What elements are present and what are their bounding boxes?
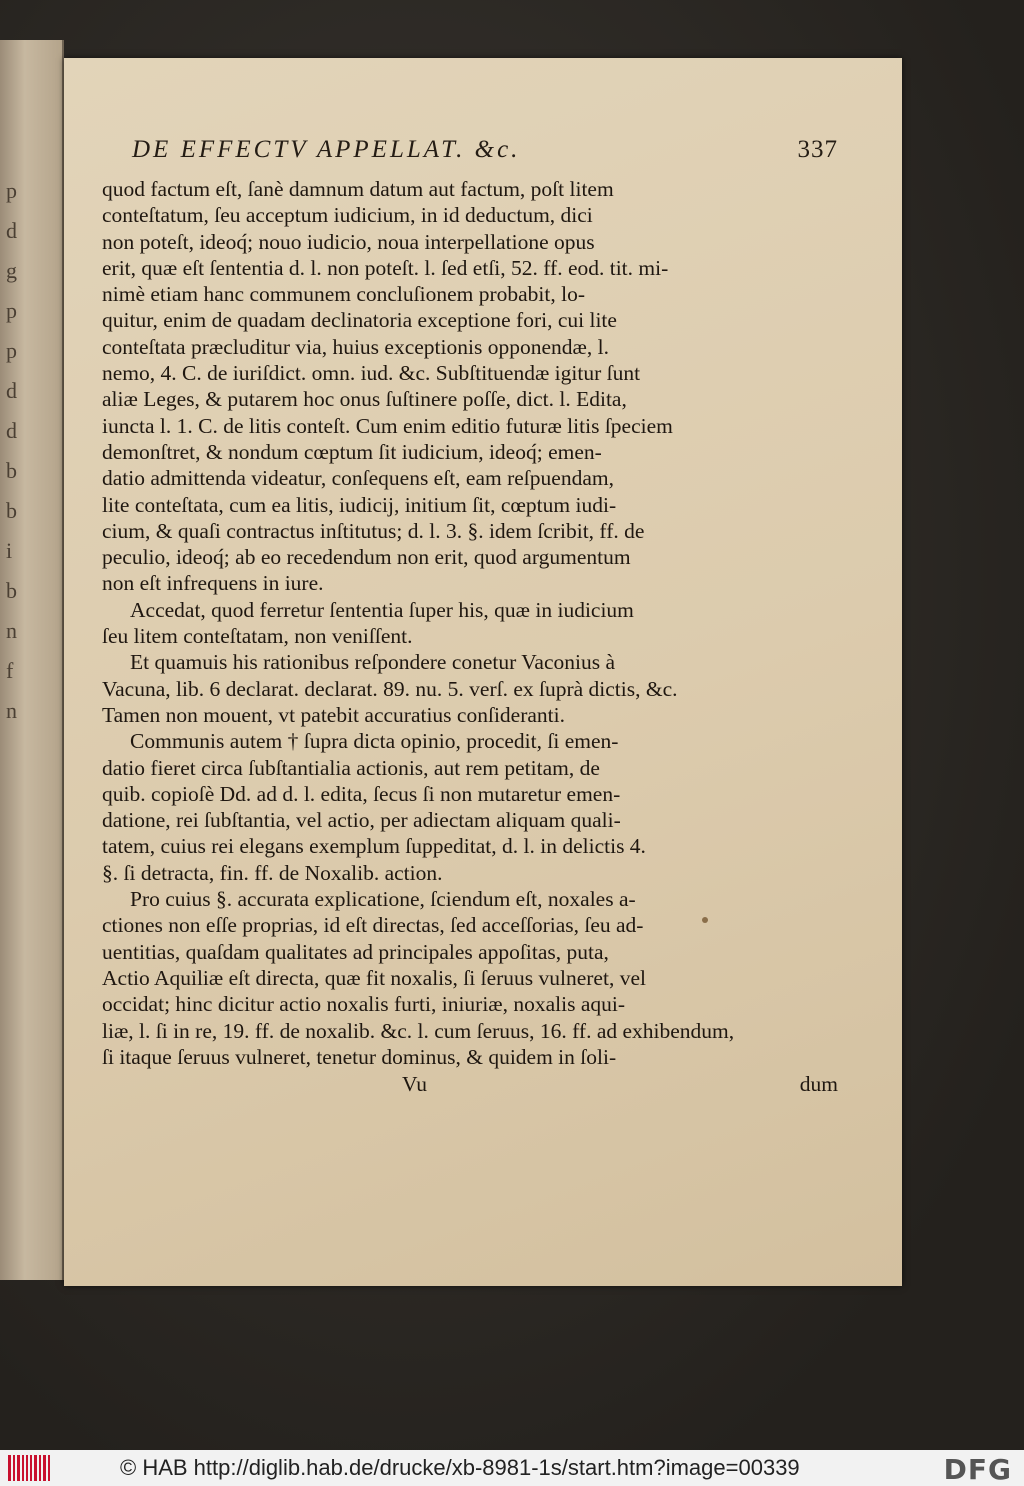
viewer-footer-bar [0,1450,1024,1486]
previous-page-edge [0,40,64,1280]
text-line: ctiones non eſſe proprias, id eſt directas, ſed acceſſorias, ſeu ad- [102,913,644,938]
text-line: Actio Aquiliæ eſt directa, quæ fit noxalis, ſi ſeruus vulneret, vel [102,965,646,990]
text-line: conteſtatum, ſeu acceptum iudicium, in id deductum, dici [102,203,593,228]
text-line: Communis autem † ſupra dicta opinio, procedit, ſi emen- [130,729,619,754]
barcode-icon [8,1455,50,1481]
source-url[interactable]: © HAB http://diglib.hab.de/drucke/xb-8981-1s/start.htm?image=00339 [120,1455,800,1480]
previous-page-letter: d [6,378,17,403]
previous-page-letter: b [6,578,17,603]
text-line: Vacuna, lib. 6 declarat. declarat. 89. nu. 5. verſ. ex ſuprà dictis, &c. [102,676,678,701]
previous-page-letter: p [6,178,17,203]
text-line: demonſtret, & nondum cœptum ſit iudicium, ideoq́; emen- [102,439,602,464]
running-header [102,136,842,176]
text-line: ſeu litem conteſtatam, non veniſſent. [102,624,413,649]
running-title: DE EFFECTV APPELLAT. &c. [132,136,521,163]
page-content [102,136,842,1102]
text-line: occidat; hinc dicitur actio noxalis furti, iniuriæ, noxalis aqui- [102,992,626,1017]
text-line: tatem, cuius rei elegans exemplum ſuppeditat, d. l. in delictis 4. [102,834,646,859]
page-footer [102,1072,842,1102]
previous-page-letter: b [6,458,17,483]
previous-page-letter: d [6,218,17,243]
text-line: nimè etiam hanc communem concluſionem probabit, lo- [102,282,586,307]
catchword: dum [799,1072,838,1097]
previous-page-letter: n [6,698,17,723]
previous-page-letter: n [6,618,17,643]
text-line: Tamen non mouent, vt patebit accuratius conſideranti. [102,702,565,727]
previous-page-letter: f [6,658,14,683]
previous-page-letter: g [6,258,17,283]
text-line: iuncta l. 1. C. de litis conteſt. Cum enim editio futuræ litis ſpeciem [102,413,673,438]
page-number: 337 [797,136,838,163]
dfg-logo: DFG [943,1453,1012,1486]
text-line: peculio, ideoq́; ab eo recedendum non erit, quod argumentum [102,545,631,570]
book-page [64,58,902,1286]
text-line: Accedat, quod ferretur ſententia ſuper his, quæ in iudicium [130,597,634,622]
text-line: erit, quæ eſt ſententia d. l. non poteſt. l. ſed etſi, 52. ff. eod. tit. mi- [102,255,669,280]
text-line: conteſtata præcluditur via, huius exceptionis opponendæ, l. [102,334,609,359]
text-line: uentitias, quaſdam qualitates ad principales appoſitas, puta, [102,939,609,964]
text-line: quib. copioſè Dd. ad d. l. edita, ſecus ſi non mutaretur emen- [102,781,621,806]
text-line: §. ſi detracta, fin. ff. de Noxalib. action. [102,860,443,885]
text-line: quitur, enim de quadam declinatoria exceptione fori, cui lite [102,308,617,333]
text-line: liæ, l. ſi in re, 19. ff. de noxalib. &c. l. cum ſeruus, 16. ff. ad exhibendum, [102,1018,735,1043]
text-line: nemo, 4. C. de iuriſdict. omn. iud. &c. Subſtituendæ igitur ſunt [102,361,641,386]
text-line: aliæ Leges, & putarem hoc onus ſuſtinere poſſe, dict. l. Edita, [102,387,627,412]
body-text [102,176,842,1070]
previous-page-letter: i [6,538,13,563]
text-line: non poteſt, ideoq́; nouo iudicio, noua interpellatione opus [102,229,595,254]
previous-page-letter: b [6,498,17,523]
previous-page-letter: p [6,298,17,323]
text-line: Pro cuius §. accurata explicatione, ſciendum eſt, noxales a- [130,887,636,912]
text-line: cium, & quaſi contractus inſtitutus; d. l. 3. §. idem ſcribit, ff. de [102,518,645,543]
previous-page-letter: d [6,418,17,443]
text-line: datione, rei ſubſtantia, vel actio, per adiectam aliquam quali- [102,808,621,833]
text-line: lite conteſtata, cum ea litis, iudicij, initium ſit, cœptum iudi- [102,492,617,517]
text-line: quod factum eſt, ſanè damnum datum aut factum, poſt litem [102,177,614,201]
text-line: Et quamuis his rationibus reſpondere conetur Vaconius à [130,650,616,675]
signature-mark: Vu [402,1072,427,1097]
text-line: datio admittenda videatur, conſequens eſt, eam reſpuendam, [102,466,614,491]
text-line: ſi itaque ſeruus vulneret, tenetur dominus, & quidem in ſoli- [102,1044,617,1069]
text-line: datio fieret circa ſubſtantialia actionis, aut rem petitam, de [102,755,600,780]
text-line: non eſt infrequens in iure. [102,571,324,596]
previous-page-letter: p [6,338,17,363]
